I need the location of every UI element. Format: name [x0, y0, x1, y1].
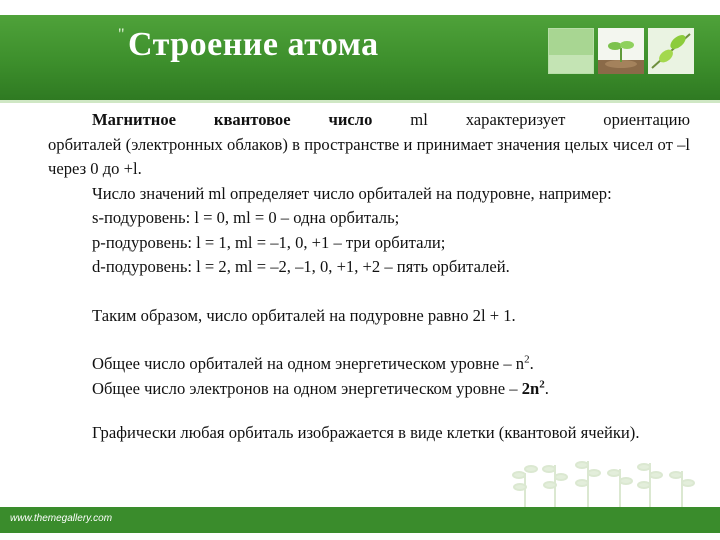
- decorative-tile-sprout: [598, 28, 644, 74]
- line-d-sublevel: d-подуровень: l = 2, ml = –2, –1, 0, +1, +2 – пять орбиталей.: [92, 257, 510, 276]
- paragraph-magnetic-number-line1: [48, 108, 690, 133]
- period: .: [529, 354, 534, 373]
- decorative-tile-leaf: [648, 28, 694, 74]
- word-orientation: ориентацию: [603, 110, 690, 129]
- paragraph-2l-plus-1: Таким образом, число орбиталей на подуровне равно 2l + 1.: [92, 305, 516, 325]
- spacer: [48, 328, 690, 352]
- sprout-icon: [598, 28, 644, 74]
- symbol-ml: ml: [410, 110, 428, 129]
- formula-2n: 2n: [521, 378, 540, 398]
- title-quote-mark: ": [118, 26, 125, 43]
- superscript-2-bold: 2: [539, 377, 545, 390]
- slide-title: Строение атома: [128, 26, 379, 63]
- decorative-tile-green: [548, 28, 594, 74]
- line-p-sublevel: p-подуровень: l = 1, ml = –1, 0, +1 – три орбитали;: [92, 232, 446, 252]
- paragraph-orbital-count: Число значений ml определяет число орбиталей на подуровне, например:: [92, 183, 612, 203]
- spacer: [48, 401, 690, 421]
- content-text: [48, 108, 690, 446]
- line-s-sublevel: s-подуровень: l = 0, ml = 0 – одна орбиталь;: [92, 208, 400, 227]
- decorative-plants-icon: [510, 455, 710, 510]
- paragraph-total-orbitals: [48, 352, 690, 377]
- paragraph-magnetic-number-rest: орбиталей (электронных облаков) в пространстве и принимает значения целых чисел от –l через 0 до +l.: [48, 134, 690, 178]
- light-leaf-icon: [549, 29, 594, 74]
- footer-website-link[interactable]: www.themegallery.com: [10, 513, 113, 524]
- term-magnetic: Магнитное: [92, 110, 176, 129]
- term-quantum: квантовое: [213, 110, 291, 129]
- paragraph-graphic-orbital: Графически любая орбиталь изображается в виде клетки (квантовой ячейки).: [92, 423, 640, 442]
- total-electrons-text: Общее число электронов на одном энергетическом уровне –: [92, 378, 522, 398]
- spacer: [48, 280, 690, 304]
- superscript-2: 2: [524, 353, 530, 366]
- leaf-branch-icon: [648, 28, 694, 74]
- paragraph-total-electrons: [48, 377, 690, 402]
- total-orbitals-text: Общее число орбиталей на одном энергетическом уровне – n: [92, 354, 525, 373]
- term-number: число: [328, 110, 373, 129]
- word-characterizes: характеризует: [465, 110, 566, 129]
- period: .: [544, 378, 549, 398]
- header-divider: [0, 100, 720, 103]
